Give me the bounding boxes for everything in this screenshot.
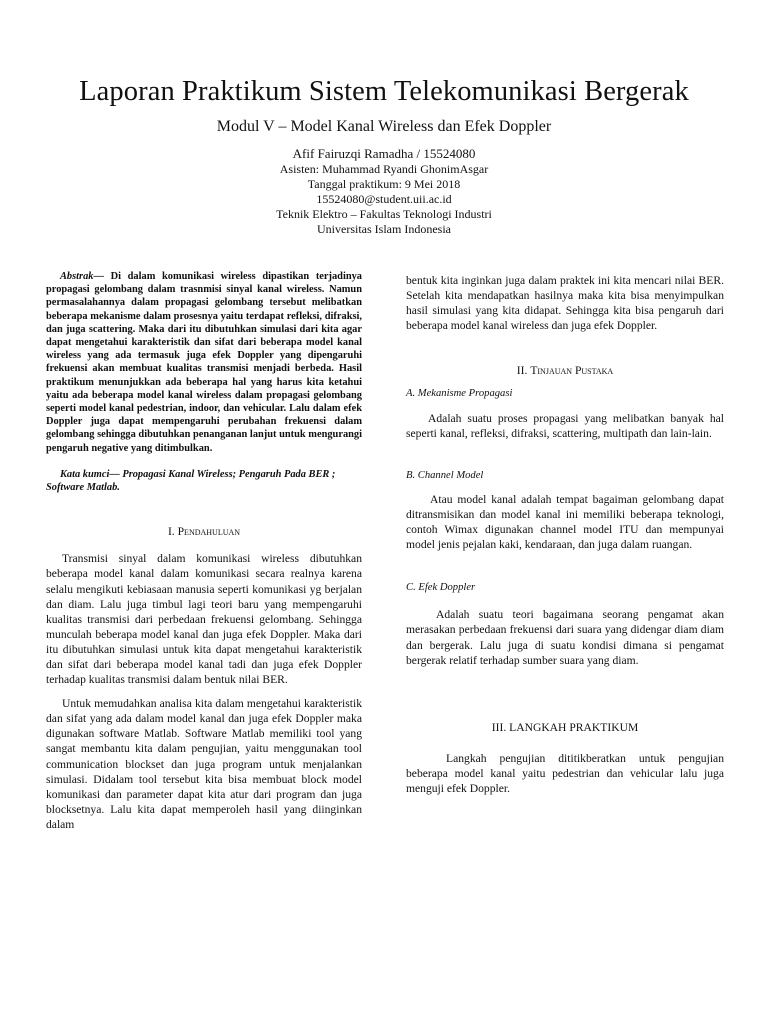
subsection-a-heading: A. Mekanisme Propagasi — [406, 388, 513, 400]
intro-paragraph-2-continued: bentuk kita inginkan juga dalam praktek ini kita mencari nilai BER. Setelah kita mendapatkan hasilnya maka kita bisa menyimpulkan hasil simulasi yang kita didapat. Sehingga kita bisa pengaruh dari beberapa model kanal wireless dan juga efek Doppler. — [406, 274, 724, 333]
subsection-b-heading: B. Channel Model — [406, 469, 484, 481]
subsection-a-text: Adalah suatu proses propagasi yang melibatkan banyak hal seperti kanal, refleksi, difraksi, scattering, multipath dan lain-lain. — [406, 411, 724, 440]
author-block — [0, 146, 768, 237]
intro-paragraph-2: Untuk memudahkan analisa kita dalam mengetahui karakteristik dan sifat yang ada dalam model kanal dan juga efek Doppler maka digunakan software Matlab. Software Matlab memiliki tool yang sangat membantu kita dalam pengujian, yaitu menggunakan tool communication blockset dan juga program untuk menjalankan simulasi. Didalam tool tersebut kita bisa membuat block model komunikasi dan parameter dapat kita atur dari program dan juga blocksetnya. Lalu kita dapat memperoleh hasil yang diinginkan dalam — [46, 697, 362, 831]
email-line: 15524080@student.uii.ac.id — [316, 192, 452, 206]
left-column — [46, 270, 362, 832]
right-column — [406, 273, 724, 796]
section-heading-1 — [46, 524, 362, 539]
intro-paragraph-1: Transmisi sinyal dalam komunikasi wireless dibutuhkan beberapa model kanal dalam komunikasi secara realnya karena selalu mengikuti kebiasaan manusia seperti komunikasi yg berjalan dan diam. Lalu juga timbul lagi teori baru yang mempengaruhi kualitas transmisi dari perbedaan frekuensi gelombang. Sehingga munculah beberapa model kanal dan juga efek Doppler. Maka dari itu dibutuhkan simulasi untuk kita dapat mengetahui karakteristik dan sifat dari beberapa model kanal tadi dan juga efek Doppler terhadap kualitas transmisi dalam bentuk nilai BER. — [46, 552, 362, 687]
abstract-text: — Di dalam komunikasi wireless dipastikan terjadinya propagasi gelombang dalam trasnmisi sinyal kanal wireless. Namun permasalahannya dalam propagasi gelombang tersebut melibatkan beberapa mekanisme dalam prosesnya yaitu terdapat refleksi, difraksi, dan juga scattering. Maka dari itu dibutuhkan simulasi dari kita agar dapat mengetahui karakteristik dan sifat dari beberapa model kanal wireless yang ada termasuk juga efek Doppler yang dipengaruhi frekuensi akan membuat kualitas transmisi menjadi berbeda. Hasil praktikum menunjukkan ada beberapa hal yang harus kita ketahui yaitu ada beberapa model kanal wireless dalam propagasi gelombang seperti model kanal pedestrian, indoor, dan vehicular. Lalu dalam efek Doppler juga dapat mempengaruhi perubahan frekuensi dalam gelombang sehingga dibutuhkan penanganan lanjut untuk mengurangi pengaruh negative yang ditimbulkan. — [46, 271, 362, 454]
section-heading-3: III. LANGKAH PRAKTIKUM — [491, 720, 639, 734]
section-1-title: Pendahuluan — [177, 525, 241, 539]
paper-title: Laporan Praktikum Sistem Telekomunikasi Bergerak — [79, 76, 689, 107]
section-2-title: Tinjauan Pustaka — [530, 364, 614, 378]
university-line: Universitas Islam Indonesia — [317, 222, 451, 236]
subsection-b-text: Atau model kanal adalah tempat bagaiman gelombang dapat ditransmisikan dan model kanal ini memiliki beberapa teknologi, contoh Wimax digunakan channel model ITU dan mempunyai model jenis pejalan kaki, kendaraan, dan juga dalam ruangan. — [406, 492, 724, 552]
date-line: Tanggal praktikum: 9 Mei 2018 — [307, 177, 461, 191]
department-line: Teknik Elektro – Fakultas Teknologi Industri — [276, 207, 492, 221]
abstract-lead: Abstrak — [60, 271, 94, 282]
author-name: Afif Fairuzqi Ramadha / 15524080 — [292, 146, 476, 161]
section-heading-2 — [406, 363, 724, 378]
abstract — [46, 270, 362, 455]
paper-subtitle: Modul V – Model Kanal Wireless dan Efek Doppler — [216, 118, 552, 135]
subsection-c-text: Adalah suatu teori bagaimana seorang pengamat akan merasakan perbedaan frekuensi dari suara yang didengar diam diam dan bergerak. Lalu juga di suatu kondisi dimana si pengamat bergerak relatif terhadap sumber suara yang diam. — [406, 608, 724, 667]
steps-paragraph: Langkah pengujian dititikberatkan untuk pengujian beberapa model kanal yaitu pedestrian dan vehicular lalu juga menguji efek Doppler. — [406, 751, 724, 795]
section-1-number: I. — [167, 525, 175, 539]
keywords: Kata kumci— Propagasi Kanal Wireless; Pengaruh Pada BER ; Software Matlab. — [46, 468, 336, 494]
section-2-number: II. — [516, 364, 528, 378]
assistant-line: Asisten: Muhammad Ryandi GhonimAsgar — [279, 162, 489, 176]
subsection-c-heading: C. Efek Doppler — [406, 582, 476, 594]
